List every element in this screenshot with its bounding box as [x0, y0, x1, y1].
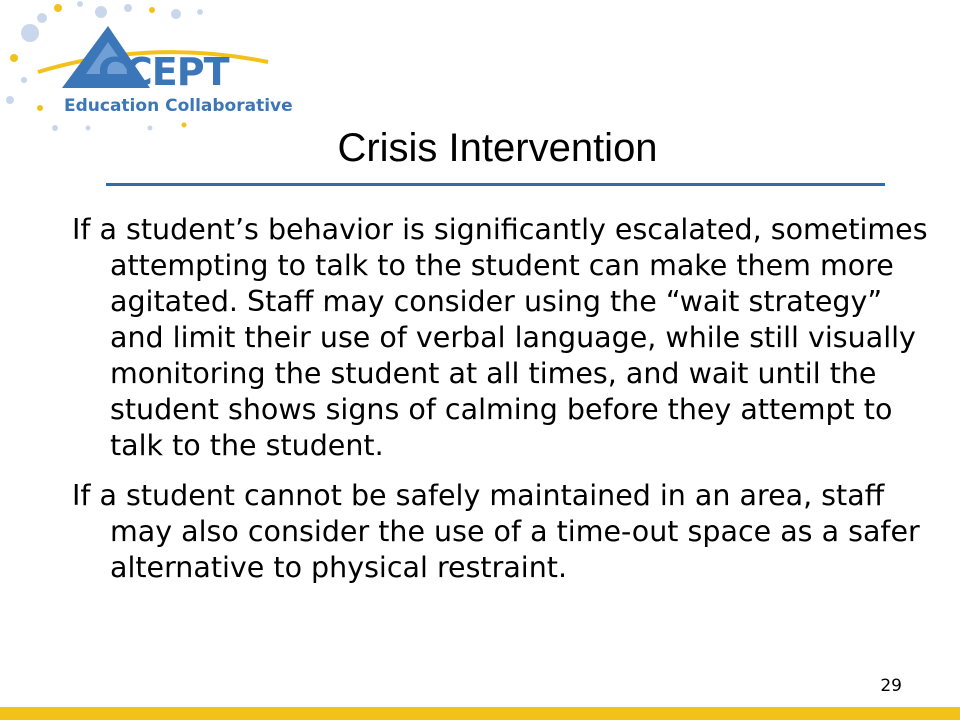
page-number: 29: [880, 676, 902, 696]
paragraph-wait-strategy: If a student’s behavior is significantly escalated, sometimes attempting to talk to the student can make them more agitated. Staff may consider using the “wait strategy” and limit their use of verbal language, while still visually monitoring the student at all times, and wait until the student shows signs of calming before they attempt to talk to the student.: [72, 213, 928, 462]
paragraph-time-out-space: If a student cannot be safely maintained in an area, staff may also consider the use of a time-out space as a safer alternative to physical restraint.: [72, 479, 920, 584]
logo-subtitle: Education Collaborative: [64, 96, 293, 116]
title-underline: [106, 183, 885, 186]
logo-name: CCEPT: [98, 50, 229, 94]
slide-title: Crisis Intervention: [337, 126, 658, 170]
slide-body: [72, 212, 932, 586]
footer-bar: [0, 707, 960, 720]
accept-logo: [0, 0, 300, 135]
